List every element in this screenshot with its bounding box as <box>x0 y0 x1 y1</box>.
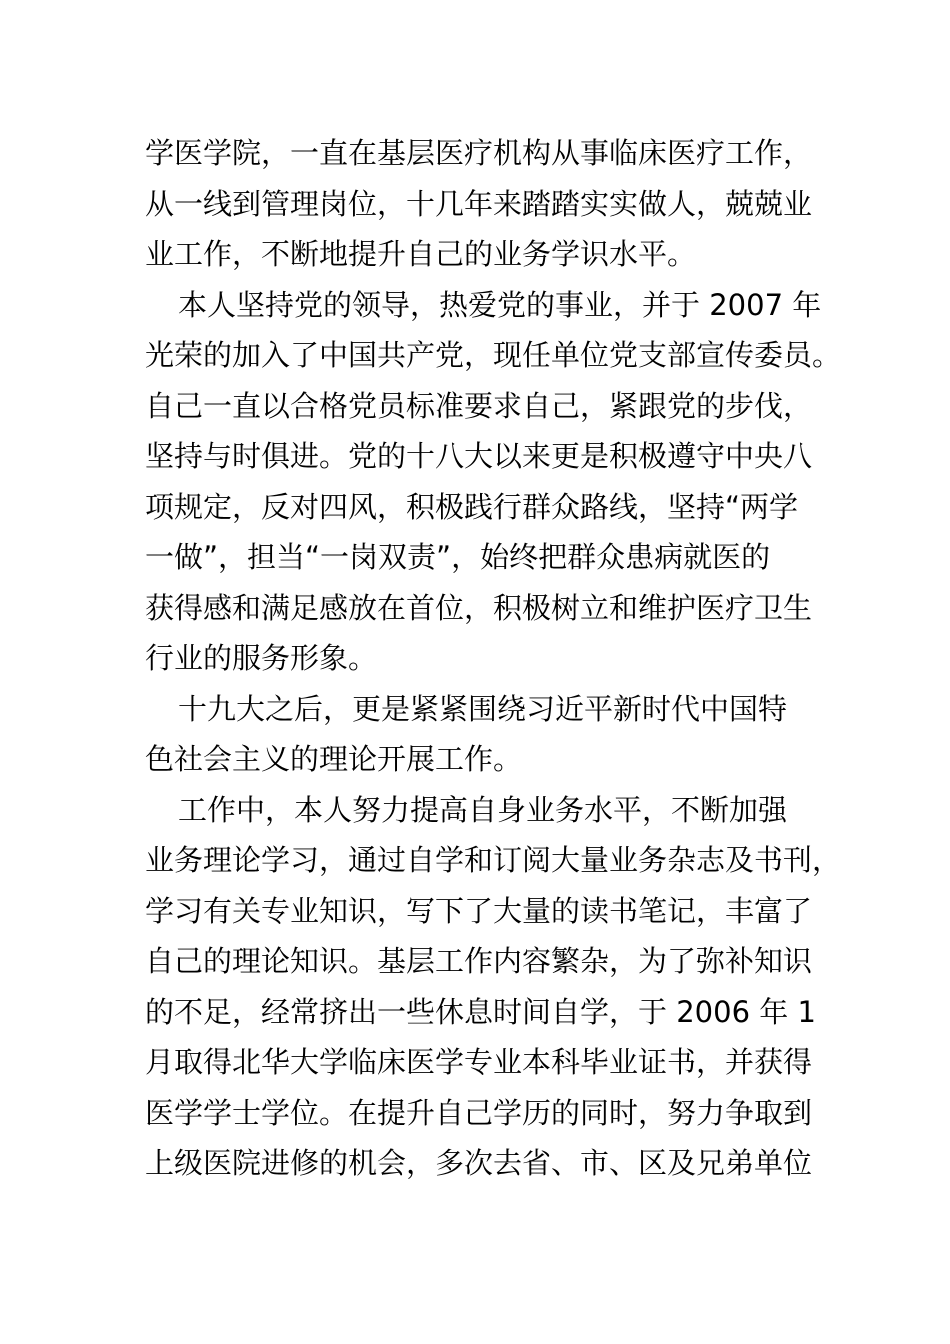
text-line: 业工作，不断地提升自己的业务学识水平。 <box>145 237 697 271</box>
text-line: 光荣的加入了中国共产党，现任单位党支部宣传委员。 <box>145 338 842 372</box>
text-line: 一做”，担当“一岗双责”，始终把群众患病就医的 <box>145 540 771 574</box>
text-line: 自己一直以合格党员标准要求自己，紧跟党的步伐， <box>145 388 813 423</box>
text-line: 医学学士学位。在提升自己学历的同时，努力争取到 <box>145 1095 813 1130</box>
paragraph-education <box>145 128 835 280</box>
text-line: 业务理论学习，通过自学和订阅大量业务杂志及书刊， <box>145 843 842 877</box>
text-line: 工作中，本人努力提高自身业务水平，不断加强 <box>178 792 788 827</box>
text-line: 色社会主义的理论开展工作。 <box>145 742 523 776</box>
document-body <box>145 128 842 1189</box>
text-line: 行业的服务形象。 <box>145 641 378 675</box>
paragraph-nineteenth-congress <box>145 684 835 785</box>
text-line: 学习有关专业知识，写下了大量的读书笔记，丰富了 <box>145 893 813 928</box>
text-line: 从一线到管理岗位，十几年来踏踏实实做人，兢兢业 <box>145 186 813 221</box>
text-line: 的不足，经常挤出一些休息时间自学，于 2006 年 1 <box>145 994 816 1029</box>
paragraph-party <box>145 280 842 684</box>
text-line: 十九大之后，更是紧紧围绕习近平新时代中国特 <box>178 691 788 726</box>
text-line: 上级医院进修的机会，多次去省、市、区及兄弟单位 <box>145 1146 813 1180</box>
text-line: 项规定，反对四风，积极践行群众路线，坚持“两学 <box>145 489 799 524</box>
paragraph-work <box>145 785 842 1189</box>
text-line: 月取得北华大学临床医学专业本科毕业证书，并获得 <box>145 1045 813 1079</box>
text-line: 坚持与时俱进。党的十八大以来更是积极遵守中央八 <box>145 439 813 473</box>
text-line: 获得感和满足感放在首位，积极树立和维护医疗卫生 <box>145 590 813 625</box>
text-line: 学医学院，一直在基层医疗机构从事临床医疗工作， <box>145 136 813 170</box>
text-line: 自己的理论知识。基层工作内容繁杂，为了弥补知识 <box>145 944 813 978</box>
text-line: 本人坚持党的领导，热爱党的事业，并于 2007 年 <box>178 287 822 322</box>
